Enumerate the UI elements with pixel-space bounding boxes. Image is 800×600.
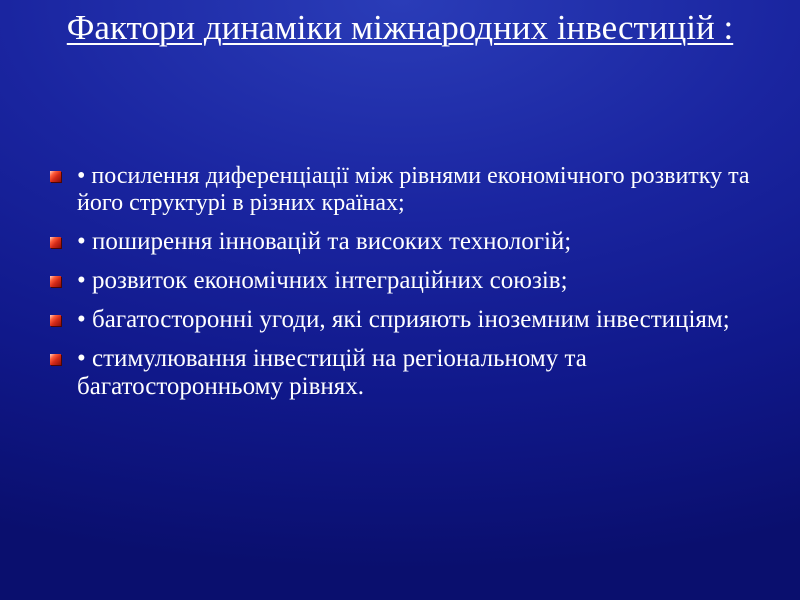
bullet-list xyxy=(50,163,755,412)
bullet-item xyxy=(50,306,755,334)
bullet-item xyxy=(50,267,755,295)
square-bullet-icon xyxy=(50,276,61,287)
bullet-item xyxy=(50,345,755,401)
bullet-text: • посилення диференціації між рівнями економічного розвитку та його структурі в різних країнах; xyxy=(77,163,750,216)
square-bullet-icon xyxy=(50,315,61,326)
square-bullet-icon xyxy=(50,171,61,182)
bullet-item xyxy=(50,228,755,256)
square-bullet-icon xyxy=(50,354,61,365)
bullet-text: • поширення інновацій та високих технологій; xyxy=(77,228,572,255)
bullet-text: • багатосторонні угоди, які сприяють іноземним інвестиціям; xyxy=(77,306,730,333)
slide-title xyxy=(0,4,800,51)
bullet-text: • розвиток економічних інтеграційних союзів; xyxy=(77,267,568,294)
square-bullet-icon xyxy=(50,237,61,248)
bullet-text: • стимулювання інвестицій на регіональному та багатосторонньому рівнях. xyxy=(77,345,587,400)
bullet-item xyxy=(50,163,755,217)
slide-title-text: Фактори динаміки міжнародних інвестицій : xyxy=(66,8,734,47)
